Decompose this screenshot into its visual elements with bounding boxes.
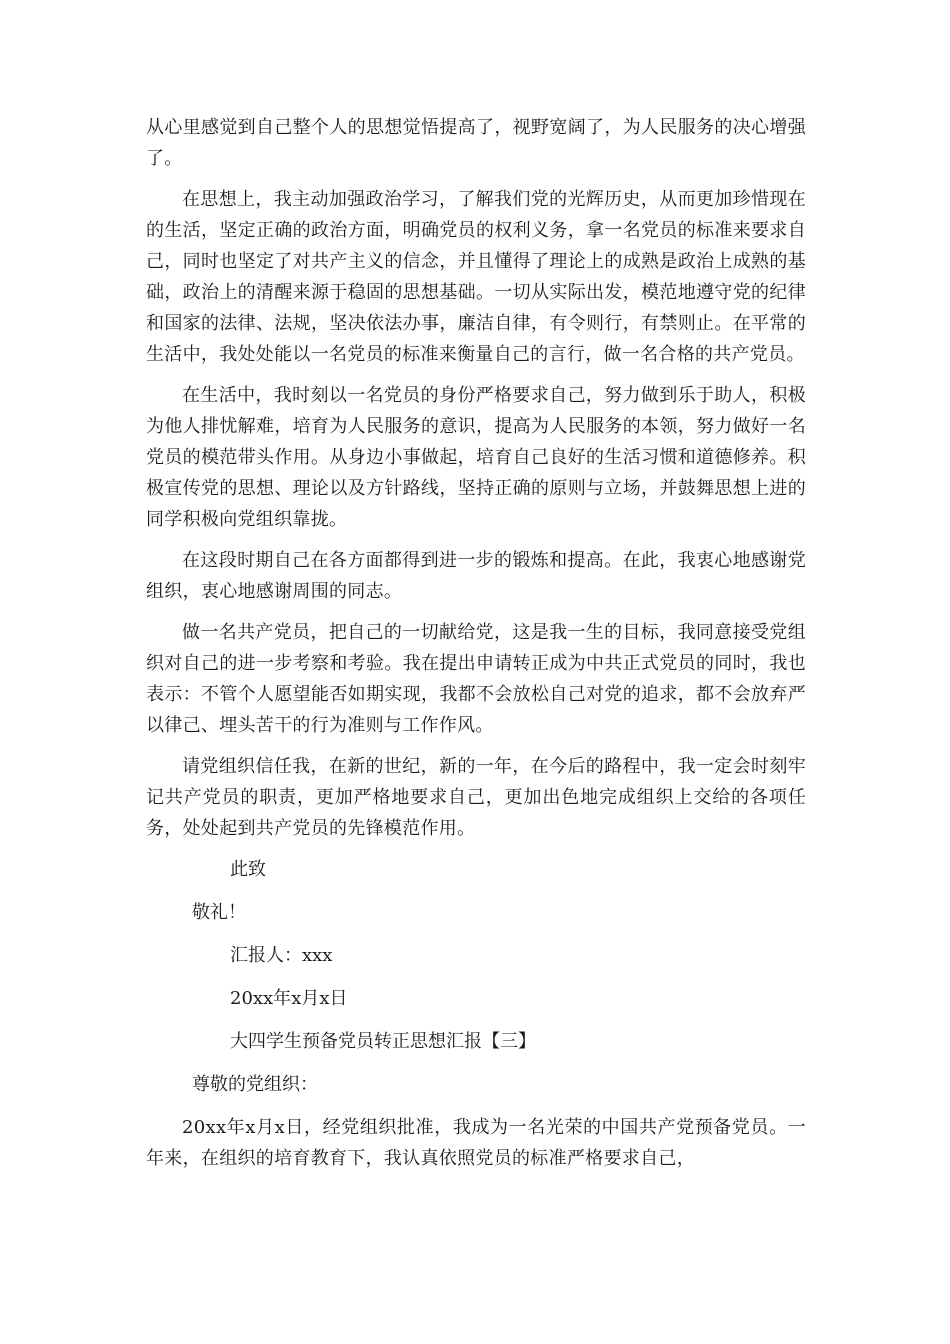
section-title: 大四学生预备党员转正思想汇报【三】 <box>230 1031 536 1052</box>
salutation: 尊敬的党组织： <box>192 1074 318 1095</box>
paragraph-pledge: 请党组织信任我，在新的世纪，新的一年，在今后的路程中，我一定会时刻牢记共产党员的职责，更加严格地要求自己，更加出色地完成组织上交给的各项任务，处处起到共产党员的先锋模范作用。 <box>146 756 806 839</box>
reporter-name: 汇报人：xxx <box>230 945 333 966</box>
paragraph-goal: 做一名共产党员，把自己的一切献给党，这是我一生的目标，我同意接受党组织对自己的进一步考察和考验。我在提出申请转正成为中共正式党员的同时，我也表示：不管个人愿望能否如期实现，我都不会放松自己对党的追求，都不会放弃严以律己、埋头苦干的行为准则与工作作风。 <box>146 622 806 736</box>
report-date: 20xx年x月x日 <box>230 988 348 1009</box>
paragraph-continued: 从心里感觉到自己整个人的思想觉悟提高了，视野宽阔了，为人民服务的决心增强了。 <box>146 117 806 169</box>
closing-cizhi: 此致 <box>230 859 266 880</box>
paragraph-thanks: 在这段时期自己在各方面都得到进一步的锻炼和提高。在此，我衷心地感谢党组织，衷心地感谢周围的同志。 <box>146 550 806 602</box>
document-page <box>146 112 806 1184</box>
paragraph-next-intro: 20xx年x月x日，经党组织批准，我成为一名光荣的中国共产党预备党员。一年来，在组织的培育教育下，我认真依照党员的标准严格要求自己， <box>146 1117 806 1169</box>
paragraph-thought: 在思想上，我主动加强政治学习，了解我们党的光辉历史，从而更加珍惜现在的生活，坚定正确的政治方面，明确党员的权利义务，拿一名党员的标准来要求自己，同时也坚定了对共产主义的信念，并且懂得了理论上的成熟是政治上成熟的基础，政治上的清醒来源于稳固的思想基础。一切从实际出发，模范地遵守党的纪律和国家的法律、法规，坚决依法办事，廉洁自律，有令则行，有禁则止。在平常的生活中，我处处能以一名党员的标准来衡量自己的言行，做一名合格的共产党员。 <box>146 189 806 365</box>
closing-jingli: 敬礼！ <box>192 902 246 923</box>
paragraph-life: 在生活中，我时刻以一名党员的身份严格要求自己，努力做到乐于助人，积极为他人排忧解难，培育为人民服务的意识，提高为人民服务的本领，努力做好一名党员的模范带头作用。从身边小事做起，培育自己良好的生活习惯和道德修养。积极宣传党的思想、理论以及方针路线，坚持正确的原则与立场，并鼓舞思想上进的同学积极向党组织靠拢。 <box>146 385 806 530</box>
